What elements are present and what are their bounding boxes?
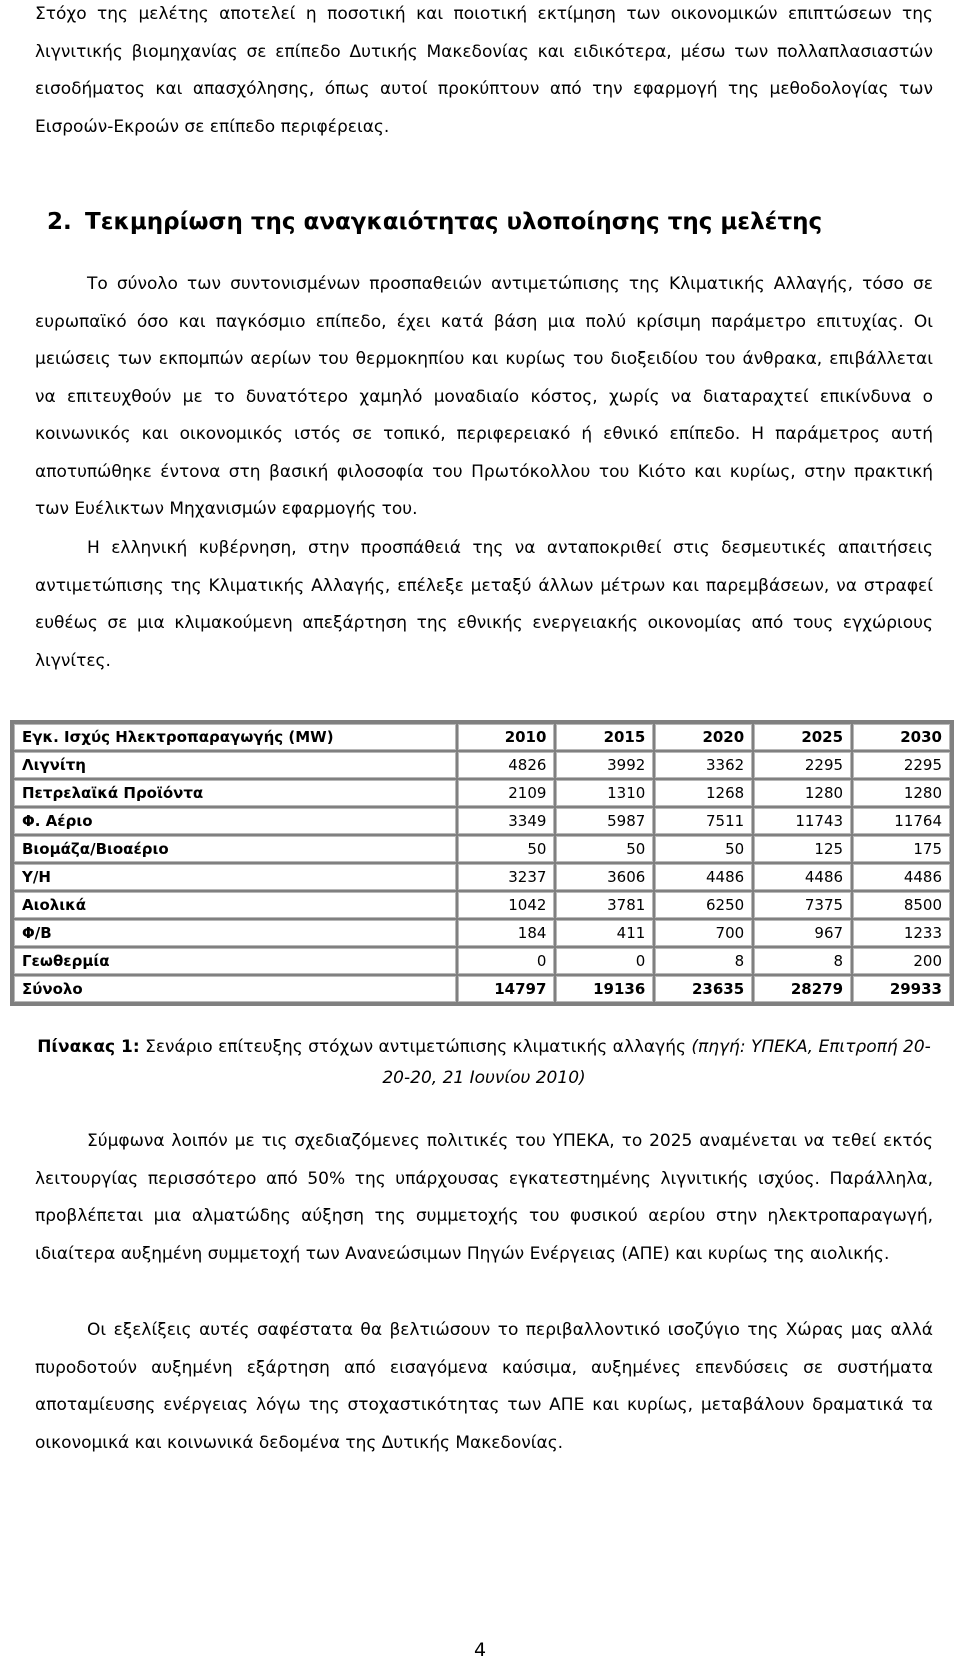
table-row bbox=[14, 808, 950, 834]
table-cell: 0 bbox=[458, 948, 555, 974]
table-cell: 50 bbox=[458, 836, 555, 862]
total-cell: 14797 bbox=[458, 976, 555, 1002]
table-cell: 1280 bbox=[754, 780, 851, 806]
table-cell: 1310 bbox=[556, 780, 653, 806]
row-label: Πετρελαϊκά Προϊόντα bbox=[14, 780, 456, 806]
table-cell: 3362 bbox=[655, 752, 752, 778]
paragraph-greek-government: Η ελληνική κυβέρνηση, στην προσπάθειά της να ανταποκριθεί στις δεσμευτικές απαιτήσεις αντιμετώπισης της Κλιματικής Αλλαγής, επέλεξε μεταξύ άλλων μέτρων και παρεμβάσεων, να στραφεί ευθέως σε μια κλιμακούμενη απεξάρτηση της εθνικής ενεργειακής οικονομίας από τους εγχώριους λιγνίτες. bbox=[35, 538, 933, 671]
table-cell: 2295 bbox=[754, 752, 851, 778]
table-cell: 7375 bbox=[754, 892, 851, 918]
year-header: 2010 bbox=[458, 724, 555, 750]
year-header: 2020 bbox=[655, 724, 752, 750]
row-label: Αιολικά bbox=[14, 892, 456, 918]
table-cell: 4486 bbox=[655, 864, 752, 890]
table-cell: 411 bbox=[556, 920, 653, 946]
total-cell: 29933 bbox=[853, 976, 950, 1002]
year-header: 2030 bbox=[853, 724, 950, 750]
table-cell: 175 bbox=[853, 836, 950, 862]
table-cell: 4826 bbox=[458, 752, 555, 778]
caption-text: Σενάριο επίτευξης στόχων αντιμετώπισης κλιματικής αλλαγής bbox=[139, 1037, 692, 1057]
table-cell: 184 bbox=[458, 920, 555, 946]
row-label: Υ/Η bbox=[14, 864, 456, 890]
capacity-table-frame bbox=[10, 720, 954, 1006]
table-row bbox=[14, 752, 950, 778]
table-row bbox=[14, 836, 950, 862]
caption-source: (πηγή: ΥΠΕΚΑ, Επιτροπή 20-20-20, 21 Ιουνίου 2010) bbox=[382, 1037, 931, 1088]
section-number: 2. bbox=[47, 209, 72, 235]
table-cell: 1233 bbox=[853, 920, 950, 946]
table-cell: 967 bbox=[754, 920, 851, 946]
total-label: Σύνολο bbox=[14, 976, 456, 1002]
table-cell: 3781 bbox=[556, 892, 653, 918]
capacity-table bbox=[12, 722, 952, 1004]
table-row bbox=[14, 864, 950, 890]
table-cell: 2109 bbox=[458, 780, 555, 806]
table-cell: 50 bbox=[556, 836, 653, 862]
row-label: Λιγνίτη bbox=[14, 752, 456, 778]
section-heading bbox=[47, 205, 822, 239]
table-total-row bbox=[14, 976, 950, 1002]
table-cell: 7511 bbox=[655, 808, 752, 834]
intro-paragraph: Στόχο της μελέτης αποτελεί η ποσοτική και ποιοτική εκτίμηση των οικονομικών επιπτώσεων της λιγνιτικής βιομηχανίας σε επίπεδο Δυτικής Μακεδονίας και ειδικότερα, μέσω των πολλαπλασιαστών εισοδήματος και απασχόλησης, όπως αυτοί προκύπτουν από την εφαρμογή της μεθοδολογίας των Εισροών-Εκροών σε επίπεδο περιφέρειας. bbox=[35, 4, 933, 137]
table-row bbox=[14, 920, 950, 946]
paragraph-climate-change: Το σύνολο των συντονισμένων προσπαθειών αντιμετώπισης της Κλιματικής Αλλαγής, τόσο σε ευρωπαϊκό όσο και παγκόσμιο επίπεδο, έχει κατά βάση μια πολύ κρίσιμη παράμετρο επιτυχίας. Οι μειώσεις των εκπομπών αερίων του θερμοκηπίου και κυρίως του διοξειδίου του άνθρακα, επιβάλλεται να επιτευχθούν με το δυνατότερο χαμηλό μοναδιαίο κόστος, χωρίς να διαταραχτεί επικίνδυνα ο κοινωνικός και οικονομικός ιστός σε τοπικό, περιφερειακό ή εθνικό επίπεδο. Η παράμετρος αυτή αποτυπώθηκε έντονα στη βασική φιλοσοφία του Πρωτόκολλου του Κιότο και κυρίως, στην πρακτική των Ευέλικτων Μηχανισμών εφαρμογής του. bbox=[35, 274, 933, 519]
table-cell: 2295 bbox=[853, 752, 950, 778]
row-label: Φ. Αέριο bbox=[14, 808, 456, 834]
table-cell: 8 bbox=[754, 948, 851, 974]
table-cell: 5987 bbox=[556, 808, 653, 834]
table-cell: 3992 bbox=[556, 752, 653, 778]
paragraph-ypeka-policy: Σύμφωνα λοιπόν με τις σχεδιαζόμενες πολιτικές του ΥΠΕΚΑ, το 2025 αναμένεται να τεθεί εκτός λειτουργίας περισσότερο από 50% της υπάρχουσας εγκατεστημένης λιγνιτικής ισχύος. Παράλληλα, προβλέπεται μια αλματώδης αύξηση της συμμετοχής του φυσικού αερίου στην ηλεκτροπαραγωγή, ιδιαίτερα αυξημένη συμμετοχή των Ανανεώσιμων Πηγών Ενέργειας (ΑΠΕ) και κυρίως της αιολικής. bbox=[35, 1131, 933, 1264]
row-label: Γεωθερμία bbox=[14, 948, 456, 974]
table-cell: 6250 bbox=[655, 892, 752, 918]
page-number: 4 bbox=[473, 1639, 487, 1661]
table-cell: 4486 bbox=[754, 864, 851, 890]
total-cell: 23635 bbox=[655, 976, 752, 1002]
table-cell: 700 bbox=[655, 920, 752, 946]
row-label: Βιομάζα/Βιοαέριο bbox=[14, 836, 456, 862]
table-cell: 1280 bbox=[853, 780, 950, 806]
table-cell: 8500 bbox=[853, 892, 950, 918]
table-cell: 8 bbox=[655, 948, 752, 974]
table-cell: 3349 bbox=[458, 808, 555, 834]
table-cell: 125 bbox=[754, 836, 851, 862]
table-cell: 4486 bbox=[853, 864, 950, 890]
caption-label: Πίνακας 1: bbox=[37, 1037, 140, 1057]
table-row bbox=[14, 892, 950, 918]
table-cell: 3606 bbox=[556, 864, 653, 890]
row-label: Φ/Β bbox=[14, 920, 456, 946]
table-cell: 1042 bbox=[458, 892, 555, 918]
section-title: Τεκμηρίωση της αναγκαιότητας υλοποίησης της μελέτης bbox=[85, 209, 823, 235]
table-header-label: Εγκ. Ισχύς Ηλεκτροπαραγωγής (MW) bbox=[14, 724, 456, 750]
table-cell: 0 bbox=[556, 948, 653, 974]
table-row bbox=[14, 780, 950, 806]
table-cell: 11764 bbox=[853, 808, 950, 834]
year-header: 2025 bbox=[754, 724, 851, 750]
year-header: 2015 bbox=[556, 724, 653, 750]
table-cell: 3237 bbox=[458, 864, 555, 890]
total-cell: 28279 bbox=[754, 976, 851, 1002]
total-cell: 19136 bbox=[556, 976, 653, 1002]
paragraph-developments: Οι εξελίξεις αυτές σαφέστατα θα βελτιώσουν το περιβαλλοντικό ισοζύγιο της Χώρας μας αλλά πυροδοτούν αυξημένη εξάρτηση από εισαγόμενα καύσιμα, αυξημένες επενδύσεις σε συστήματα αποταμίευσης ενέργειας λόγω της στοχαστικότητας των ΑΠΕ και κυρίως, μεταβάλουν δραματικά τα οικονομικά και κοινωνικά δεδομένα της Δυτικής Μακεδονίας. bbox=[35, 1320, 933, 1453]
table-header-row bbox=[14, 724, 950, 750]
table-caption bbox=[35, 1032, 933, 1094]
table-cell: 200 bbox=[853, 948, 950, 974]
table-cell: 50 bbox=[655, 836, 752, 862]
table-row bbox=[14, 948, 950, 974]
table-cell: 11743 bbox=[754, 808, 851, 834]
table-cell: 1268 bbox=[655, 780, 752, 806]
